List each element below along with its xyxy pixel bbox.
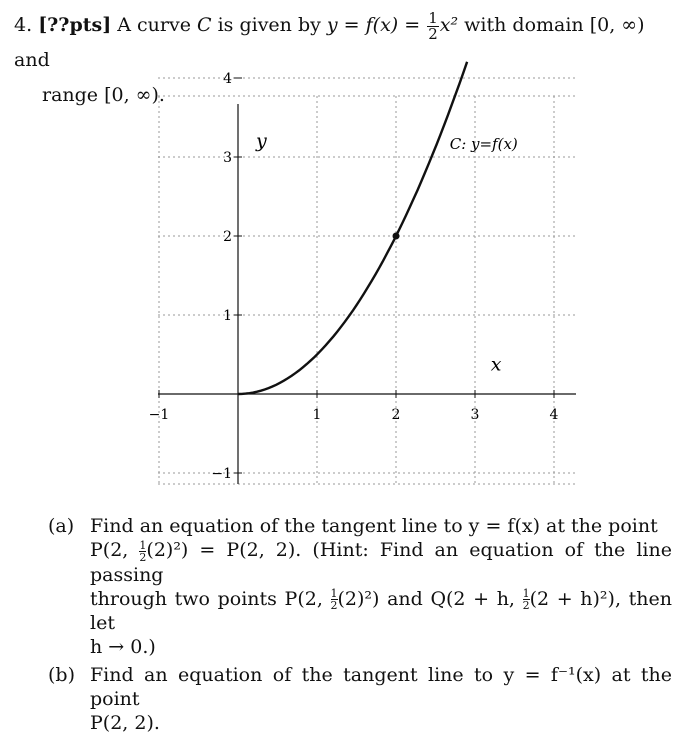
part-text-segment: (2)²) = P(2, 2). (Hint: Find an equation of the line passing (90, 539, 672, 586)
y-tick-label: 4 (223, 71, 232, 87)
problem-text: A curve (117, 14, 191, 36)
curve-point (393, 233, 400, 240)
y-axis-label: y (256, 130, 267, 153)
problem-text: range [0, ∞). (42, 84, 165, 106)
part-line (90, 587, 672, 636)
curve-label: C: y=f(x) (449, 135, 518, 154)
x-tick-label: 1 (312, 407, 322, 423)
x-tick-label: 4 (549, 407, 559, 423)
question-parts (48, 514, 672, 739)
curve-name: C (197, 14, 212, 36)
fraction-numerator: 1 (139, 538, 147, 552)
problem-text: with domain [0, ∞) and (14, 14, 645, 71)
x-tick-label: 2 (391, 407, 401, 423)
part-b (48, 663, 672, 735)
fraction-numerator: 1 (330, 587, 338, 600)
part-text-segment: P(2, (90, 539, 129, 561)
problem-text: is given by (217, 14, 321, 36)
x-axis-label: x (490, 353, 502, 376)
part-line: Find an equation of the tangent line to y = f⁻¹(x) at the point (90, 664, 672, 710)
part-line: P(2, 2). (90, 712, 160, 734)
part-text-segment: (2 + h)²), then let (90, 587, 672, 634)
part-line: h → 0.) (90, 636, 156, 658)
y-tick-label: 1 (223, 308, 232, 324)
fraction-numerator: 1 (428, 8, 438, 27)
fraction-denominator: 2 (139, 550, 147, 564)
function-graph (130, 71, 590, 498)
fraction (331, 588, 338, 611)
y-tick-label: 2 (223, 229, 232, 245)
fraction-denominator: 2 (428, 24, 438, 43)
part-line: Find an equation of the tangent line to y = f(x) at the point (90, 515, 658, 537)
part-text (90, 663, 672, 735)
y-tick-label: −1 (211, 466, 232, 482)
fraction-numerator: 1 (522, 587, 530, 600)
points-label: [??pts] (38, 14, 112, 36)
part-a (48, 514, 672, 659)
problem-line-1 (14, 8, 686, 78)
x-tick-label: 3 (470, 407, 480, 423)
fraction-denominator: 2 (522, 599, 530, 612)
part-text-segment: through two points P(2, (90, 587, 323, 610)
curve-line (238, 62, 467, 394)
x-tick-label: −1 (148, 407, 170, 423)
part-line (90, 538, 672, 587)
fraction (523, 588, 530, 611)
part-label: (b) (48, 664, 75, 686)
part-label: (a) (48, 515, 75, 537)
part-text (90, 514, 672, 659)
y-tick-label: 3 (223, 150, 232, 166)
fraction (427, 8, 439, 43)
part-text-segment: (2)²) and Q(2 + h, (337, 587, 515, 610)
equation-lhs: y = f(x) = (326, 14, 421, 36)
equation-rhs: x² (439, 14, 459, 36)
problem-number: 4. (14, 14, 33, 36)
fraction-denominator: 2 (330, 599, 338, 612)
